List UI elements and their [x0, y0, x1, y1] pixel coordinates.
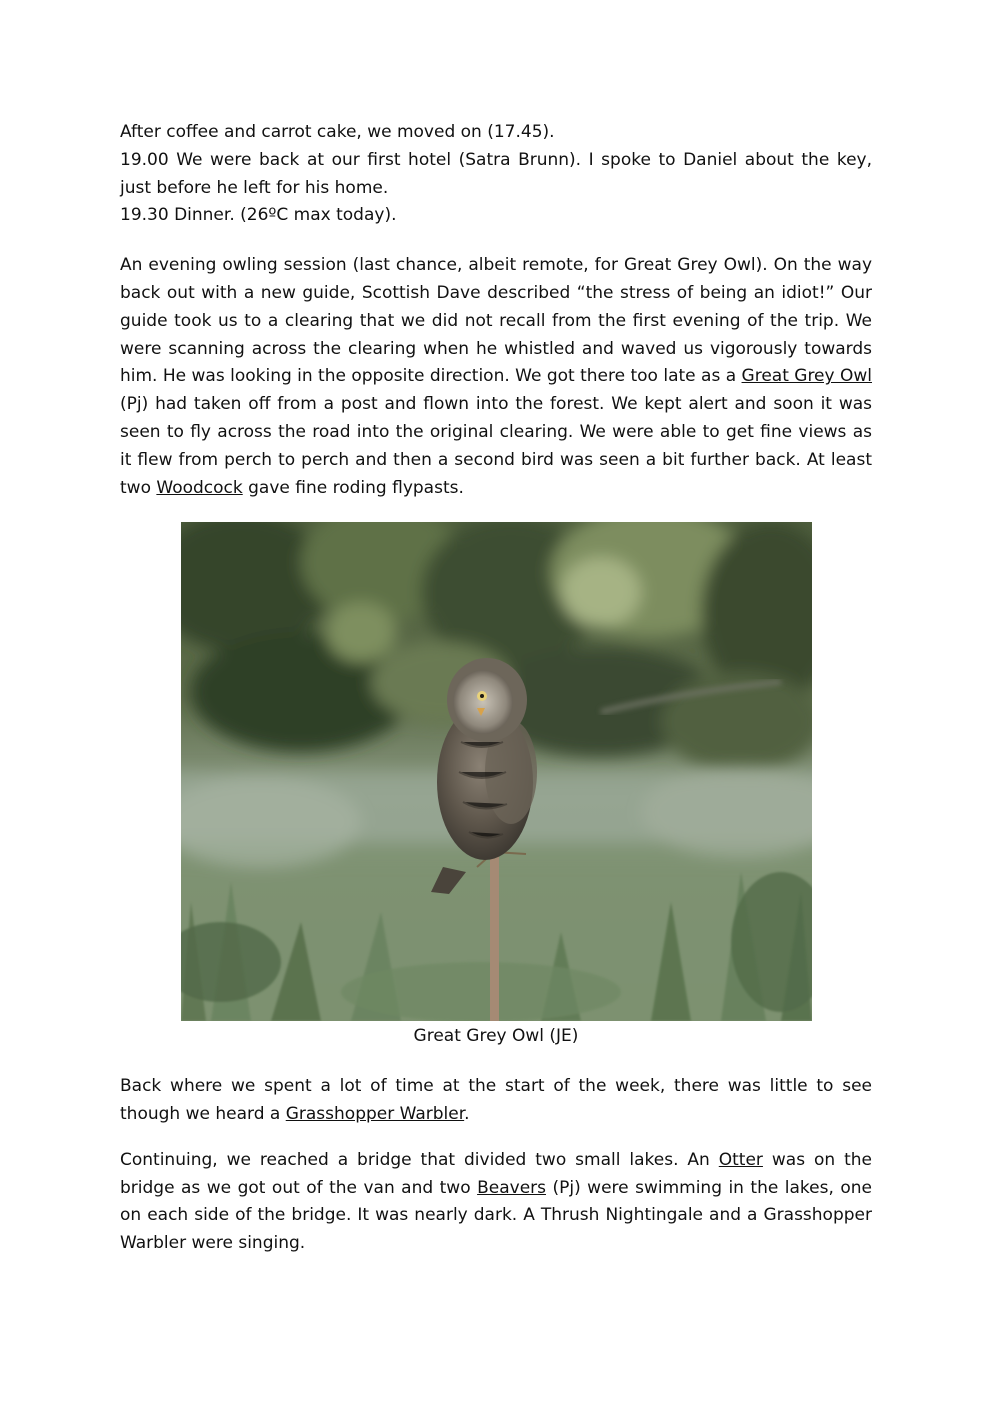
text-line-hotel: 19.00 We were back at our first hotel (Satra Brunn). I spoke to Daniel about the key, just before he left for his home. — [120, 149, 872, 198]
species-link-grasshopper-warbler: Grasshopper Warbler — [285, 1103, 465, 1124]
owling-text-3: gave fine roding flypasts. — [242, 477, 464, 498]
text-line-coffee: After coffee and carrot cake, we moved on (17.45). — [120, 122, 555, 142]
bridge-text-3: (Pj) were swimming in the lakes, one on each side of the bridge. It was nearly dark. A Thrush Nightingale and a Grasshopper Warbler were singing. — [120, 1177, 872, 1254]
paragraph-return — [120, 1073, 872, 1129]
return-text-1: Back where we spent a lot of time at the start of the week, there was little to see though we heard a — [120, 1076, 872, 1124]
owl-photo — [181, 522, 812, 1021]
paragraph-arrival — [120, 119, 872, 230]
bridge-text-2: was on the bridge as we got out of the van and two — [120, 1149, 872, 1198]
return-text-2: . — [464, 1103, 470, 1124]
owling-text-1: An evening owling session (last chance, albeit remote, for Great Grey Owl). On the way back out with a new guide, Scottish Dave described “the stress of being an idiot!” Our guide took us to a clearing that we did not recall from the first evening of the trip. We were scanning across the clearing when he whistled and waved us vigorously towards him. He was looking in the opposite direction. We got there too late as a — [120, 255, 872, 387]
photo-figure — [120, 522, 872, 1051]
text-line-dinner: 19.30 Dinner. (26ºC max today). — [120, 205, 397, 226]
paragraph-owling — [120, 252, 872, 502]
species-link-great-grey-owl: Great Grey Owl — [741, 366, 872, 387]
species-link-otter: Otter — [718, 1149, 763, 1170]
species-link-woodcock: Woodcock — [156, 477, 243, 498]
photo-caption: Great Grey Owl (JE) — [413, 1026, 579, 1047]
paragraph-bridge — [120, 1147, 872, 1258]
species-link-beavers: Beavers — [477, 1177, 546, 1198]
document-page — [120, 119, 872, 1258]
owling-text-2: (Pj) had taken off from a post and flown into the forest. We kept alert and soon it was seen to fly across the road into the original clearing. We were able to get fine views as it flew from perch to perch and then a second bird was seen a bit further back. At least two — [120, 394, 872, 498]
bridge-text-1: Continuing, we reached a bridge that divided two small lakes. An — [120, 1149, 719, 1170]
